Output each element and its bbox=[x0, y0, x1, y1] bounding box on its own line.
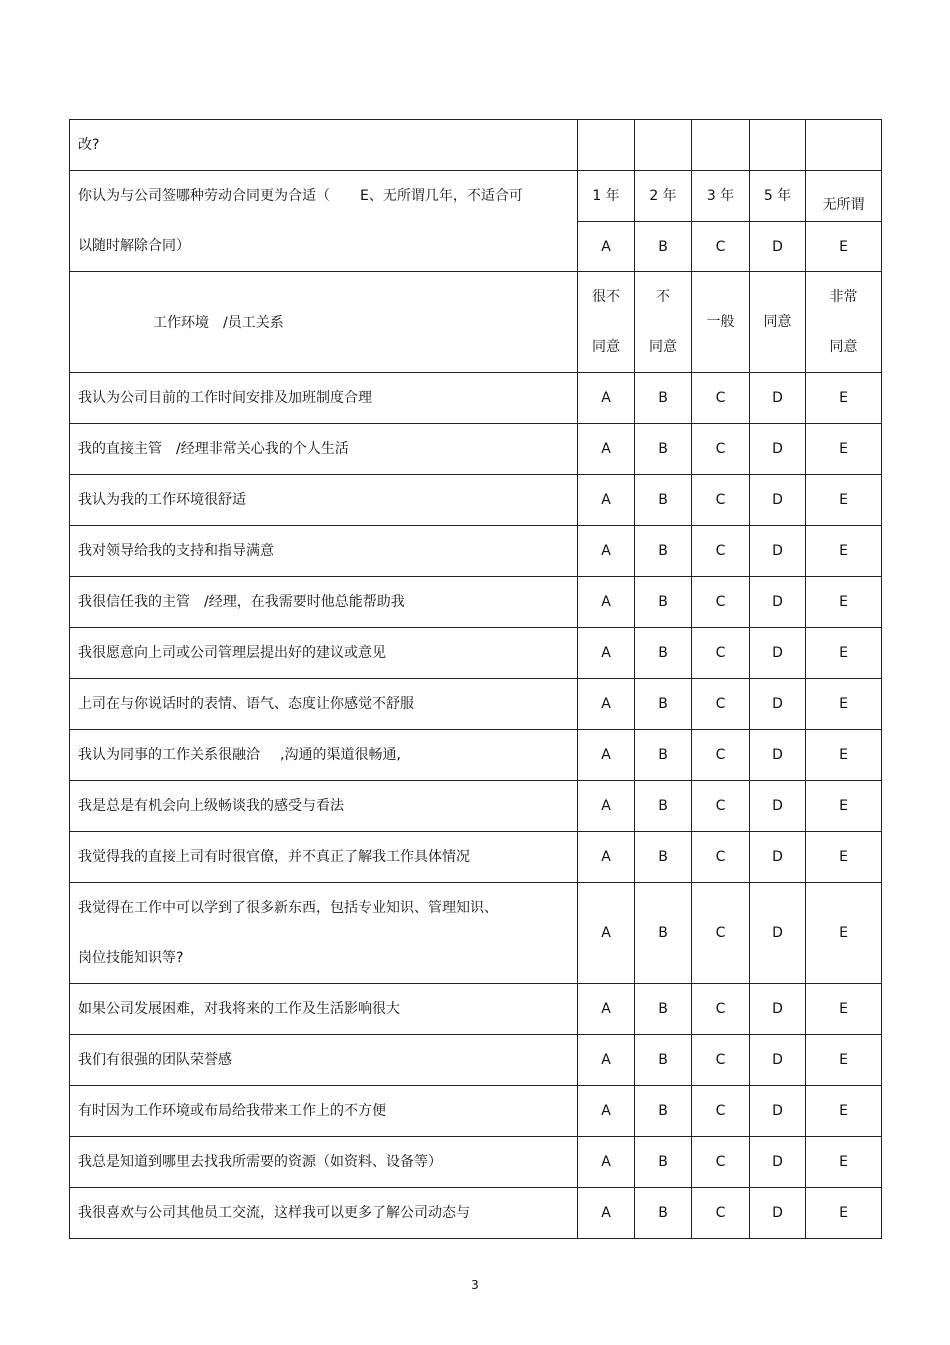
question-text: 有时因为工作环境或布局给我带来工作上的不方便 bbox=[78, 1103, 386, 1119]
option-b[interactable]: B bbox=[635, 984, 692, 1035]
table-row bbox=[70, 883, 882, 984]
table-row bbox=[70, 1188, 882, 1239]
contract-option-5yr: 5 年 bbox=[750, 171, 806, 222]
option-e[interactable]: E bbox=[806, 475, 882, 526]
option-c[interactable]: C bbox=[692, 373, 750, 424]
question-text: 上司在与你说话时的表情、语气、态度让你感觉不舒服 bbox=[78, 696, 414, 712]
option-e[interactable]: E bbox=[806, 883, 882, 984]
option-b[interactable]: B bbox=[635, 1086, 692, 1137]
question-cell bbox=[70, 424, 578, 475]
option-d[interactable]: D bbox=[750, 577, 806, 628]
option-b[interactable]: B bbox=[635, 1137, 692, 1188]
option-a[interactable]: A bbox=[578, 679, 635, 730]
question-cell bbox=[70, 730, 578, 781]
page-number: 3 bbox=[471, 1278, 479, 1292]
option-d[interactable]: D bbox=[750, 1137, 806, 1188]
contract-option-3yr: 3 年 bbox=[692, 171, 750, 222]
option-e[interactable]: E bbox=[806, 984, 882, 1035]
table-row bbox=[70, 373, 882, 424]
answer-cell bbox=[750, 120, 806, 171]
question-text-continued: /经理非常关心我的个人生活 bbox=[176, 441, 349, 457]
table-row bbox=[70, 577, 882, 628]
table-row bbox=[70, 1035, 882, 1086]
table-row bbox=[70, 475, 882, 526]
question-text: 我们有很强的团队荣誉感 bbox=[78, 1052, 232, 1068]
table-row bbox=[70, 1086, 882, 1137]
question-cell bbox=[70, 781, 578, 832]
option-d[interactable]: D bbox=[750, 222, 806, 272]
question-text-line2: 岗位技能知识等? bbox=[78, 950, 184, 966]
option-c[interactable]: C bbox=[692, 475, 750, 526]
answer-cell bbox=[635, 120, 692, 171]
question-cell: 改? bbox=[70, 120, 578, 171]
option-c[interactable]: C bbox=[692, 577, 750, 628]
contract-question-cell bbox=[70, 171, 578, 272]
option-a[interactable]: A bbox=[578, 222, 635, 272]
question-cell bbox=[70, 832, 578, 883]
survey-table bbox=[69, 119, 882, 1239]
option-e[interactable]: E bbox=[806, 1086, 882, 1137]
option-c[interactable]: C bbox=[692, 781, 750, 832]
option-c[interactable]: C bbox=[692, 1035, 750, 1086]
option-d[interactable]: D bbox=[750, 475, 806, 526]
option-e[interactable]: E bbox=[806, 628, 882, 679]
option-b[interactable]: B bbox=[635, 679, 692, 730]
option-e[interactable]: E bbox=[806, 373, 882, 424]
scale-agree: 同意 bbox=[750, 272, 806, 373]
option-a[interactable]: A bbox=[578, 1137, 635, 1188]
option-b[interactable]: B bbox=[635, 424, 692, 475]
option-a[interactable]: A bbox=[578, 1035, 635, 1086]
option-a[interactable]: A bbox=[578, 424, 635, 475]
option-b[interactable]: B bbox=[635, 475, 692, 526]
option-a[interactable]: A bbox=[578, 577, 635, 628]
option-a[interactable]: A bbox=[578, 883, 635, 984]
contract-question-line2: 以随时解除合同） bbox=[78, 238, 190, 254]
option-c[interactable]: C bbox=[692, 832, 750, 883]
table-row bbox=[70, 832, 882, 883]
option-d[interactable]: D bbox=[750, 1188, 806, 1239]
table-row bbox=[70, 781, 882, 832]
option-b[interactable]: B bbox=[635, 1188, 692, 1239]
table-row bbox=[70, 730, 882, 781]
table-row bbox=[70, 984, 882, 1035]
option-d[interactable]: D bbox=[750, 679, 806, 730]
option-a[interactable]: A bbox=[578, 781, 635, 832]
option-a[interactable]: A bbox=[578, 373, 635, 424]
option-b[interactable]: B bbox=[635, 1035, 692, 1086]
option-b[interactable]: B bbox=[635, 628, 692, 679]
section-title: 工作环境 /员工关系 bbox=[70, 272, 578, 373]
option-e[interactable]: E bbox=[806, 1137, 882, 1188]
option-e[interactable]: E bbox=[806, 1035, 882, 1086]
option-d[interactable]: D bbox=[750, 1086, 806, 1137]
option-c[interactable]: C bbox=[692, 424, 750, 475]
question-text: 我认为公司目前的工作时间安排及加班制度合理 bbox=[78, 390, 372, 406]
table-row-contract-header bbox=[70, 171, 882, 222]
scale-neutral: 一般 bbox=[692, 272, 750, 373]
question-text: 如果公司发展困难，对我将来的工作及生活影响很大 bbox=[78, 1001, 400, 1017]
option-a[interactable]: A bbox=[578, 1086, 635, 1137]
question-cell bbox=[70, 984, 578, 1035]
option-b[interactable]: B bbox=[635, 832, 692, 883]
option-a[interactable]: A bbox=[578, 1188, 635, 1239]
question-cell bbox=[70, 475, 578, 526]
option-a[interactable]: A bbox=[578, 628, 635, 679]
table-row-section-header bbox=[70, 272, 882, 373]
option-d[interactable]: D bbox=[750, 526, 806, 577]
question-cell bbox=[70, 577, 578, 628]
option-b[interactable]: B bbox=[635, 730, 692, 781]
question-cell bbox=[70, 1035, 578, 1086]
question-text: 我是总是有机会向上级畅谈我的感受与看法 bbox=[78, 798, 344, 814]
option-b[interactable]: B bbox=[635, 373, 692, 424]
question-text: 我认为我的工作环境很舒适 bbox=[78, 492, 246, 508]
table-row bbox=[70, 679, 882, 730]
option-d[interactable]: D bbox=[750, 883, 806, 984]
option-c[interactable]: C bbox=[692, 222, 750, 272]
option-d[interactable]: D bbox=[750, 781, 806, 832]
question-cell bbox=[70, 526, 578, 577]
table-row bbox=[70, 628, 882, 679]
table-row bbox=[70, 424, 882, 475]
question-text: 我很信任我的主管 bbox=[78, 594, 190, 610]
option-a[interactable]: A bbox=[578, 526, 635, 577]
option-c[interactable]: C bbox=[692, 730, 750, 781]
contract-question-part1: 你认为与公司签哪种劳动合同更为合适（ bbox=[78, 188, 330, 204]
table-row-fragment bbox=[70, 120, 882, 171]
question-text: 我很喜欢与公司其他员工交流，这样我可以更多了解公司动态与 bbox=[78, 1205, 470, 1221]
question-text-continued: /经理，在我需要时他总能帮助我 bbox=[204, 594, 405, 610]
table-row bbox=[70, 1137, 882, 1188]
option-d[interactable]: D bbox=[750, 373, 806, 424]
option-c[interactable]: C bbox=[692, 984, 750, 1035]
option-c[interactable]: C bbox=[692, 1188, 750, 1239]
option-a[interactable]: A bbox=[578, 832, 635, 883]
contract-option-any: 无所谓 bbox=[806, 171, 882, 222]
question-text: 我觉得我的直接上司有时很官僚，并不真正了解我工作具体情况 bbox=[78, 849, 470, 865]
option-c[interactable]: C bbox=[692, 1086, 750, 1137]
question-cell bbox=[70, 1188, 578, 1239]
option-c[interactable]: C bbox=[692, 526, 750, 577]
question-text: 我对领导给我的支持和指导满意 bbox=[78, 543, 274, 559]
option-b[interactable]: B bbox=[635, 526, 692, 577]
option-e[interactable]: E bbox=[806, 577, 882, 628]
contract-question-part2: E、无所谓几年，不适合可 bbox=[360, 188, 523, 204]
option-d[interactable]: D bbox=[750, 1035, 806, 1086]
answer-cell bbox=[578, 120, 635, 171]
option-b[interactable]: B bbox=[635, 577, 692, 628]
answer-cell bbox=[692, 120, 750, 171]
scale-strongly-disagree: 很不 同意 bbox=[578, 272, 635, 373]
option-b[interactable]: B bbox=[635, 222, 692, 272]
question-cell bbox=[70, 1137, 578, 1188]
question-text: 我总是知道到哪里去找我所需要的资源（如资料、设备等） bbox=[78, 1154, 442, 1170]
option-c[interactable]: C bbox=[692, 679, 750, 730]
option-e[interactable]: E bbox=[806, 222, 882, 272]
question-text: 我的直接主管 bbox=[78, 441, 162, 457]
table-row bbox=[70, 526, 882, 577]
option-e[interactable]: E bbox=[806, 832, 882, 883]
contract-option-2yr: 2 年 bbox=[635, 171, 692, 222]
question-cell bbox=[70, 1086, 578, 1137]
option-b[interactable]: B bbox=[635, 883, 692, 984]
option-e[interactable]: E bbox=[806, 679, 882, 730]
question-text: 我认为同事的工作关系很融洽 bbox=[78, 747, 260, 763]
option-e[interactable]: E bbox=[806, 424, 882, 475]
option-b[interactable]: B bbox=[635, 781, 692, 832]
question-cell bbox=[70, 883, 578, 984]
option-c[interactable]: C bbox=[692, 883, 750, 984]
option-e[interactable]: E bbox=[806, 526, 882, 577]
option-d[interactable]: D bbox=[750, 984, 806, 1035]
option-c[interactable]: C bbox=[692, 1137, 750, 1188]
contract-option-1yr: 1 年 bbox=[578, 171, 635, 222]
question-text-continued: ,沟通的渠道很畅通, bbox=[280, 747, 401, 763]
option-d[interactable]: D bbox=[750, 832, 806, 883]
option-e[interactable]: E bbox=[806, 730, 882, 781]
option-a[interactable]: A bbox=[578, 984, 635, 1035]
option-d[interactable]: D bbox=[750, 730, 806, 781]
scale-strongly-agree: 非常 同意 bbox=[806, 272, 882, 373]
question-cell bbox=[70, 679, 578, 730]
option-d[interactable]: D bbox=[750, 628, 806, 679]
question-cell bbox=[70, 373, 578, 424]
option-d[interactable]: D bbox=[750, 424, 806, 475]
question-cell bbox=[70, 628, 578, 679]
option-a[interactable]: A bbox=[578, 475, 635, 526]
option-c[interactable]: C bbox=[692, 628, 750, 679]
scale-disagree: 不 同意 bbox=[635, 272, 692, 373]
option-e[interactable]: E bbox=[806, 1188, 882, 1239]
answer-cell bbox=[806, 120, 882, 171]
question-text-line1: 我觉得在工作中可以学到了很多新东西，包括专业知识、管理知识、 bbox=[78, 900, 498, 916]
option-e[interactable]: E bbox=[806, 781, 882, 832]
option-a[interactable]: A bbox=[578, 730, 635, 781]
question-text: 我很愿意向上司或公司管理层提出好的建议或意见 bbox=[78, 645, 386, 661]
